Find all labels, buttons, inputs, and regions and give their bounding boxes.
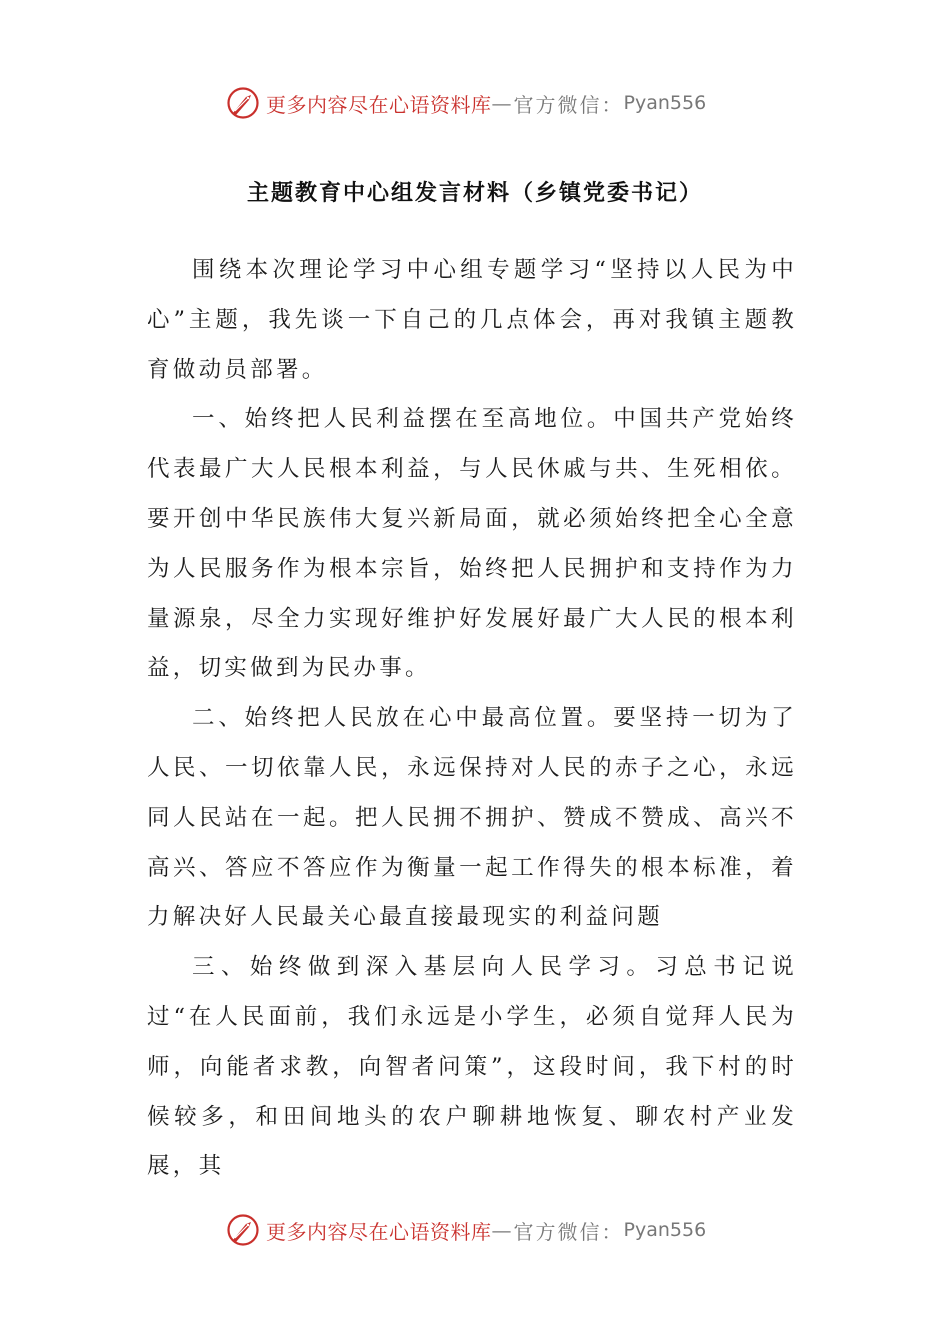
document-body bbox=[147, 246, 797, 1192]
paragraph-point-3: 三、始终做到深入基层向人民学习。习总书记说过“在人民面前，我们永远是小学生，必须自觉拜人民为师，向能者求教，向智者问策”，这段时间，我下村的时候较多，和田间地头的农户聊耕地恢复、聊农村产业发展，其 bbox=[147, 954, 797, 1180]
banner-dash: — bbox=[491, 91, 514, 115]
paragraph-point-2: 二、始终把人民放在心中最高位置。要坚持一切为了人民、一切依靠人民，永远保持对人民的赤子之心，永远同人民站在一起。把人民拥不拥护、赞成不赞成、高兴不高兴、答应不答应作为衡量一起工作得失的根本标准，着力解决好人民最关心最直接最现实的利益问题 bbox=[147, 705, 797, 931]
banner-wechat-label: 官方微信： bbox=[513, 92, 624, 117]
pen-nib-logo-icon bbox=[226, 86, 260, 120]
banner-wechat-label: 官方微信： bbox=[513, 1219, 624, 1244]
banner-slogan: 更多内容尽在心语资料库 bbox=[266, 92, 492, 117]
document-title: 主题教育中心组发言材料（乡镇党委书记） bbox=[246, 181, 703, 206]
paragraph-point-1: 一、始终把人民利益摆在至高地位。中国共产党始终代表最广大人民根本利益，与人民休戚与共、生死相依。要开创中华民族伟大复兴新局面，就必须始终把全心全意为人民服务作为根本宗旨，始终把人民拥护和支持作为力量源泉，尽全力实现好维护好发展好最广大人民的根本利益，切实做到为民办事。 bbox=[147, 406, 797, 682]
paragraph-intro: 围绕本次理论学习中心组专题学习“坚持以人民为中心”主题，我先谈一下自己的几点体会，再对我镇主题教育做动员部署。 bbox=[147, 257, 797, 383]
footer-banner bbox=[226, 1210, 706, 1250]
banner-dash: — bbox=[491, 1218, 514, 1242]
banner-slogan: 更多内容尽在心语资料库 bbox=[266, 1219, 492, 1244]
banner-wechat-id: Pyan556 bbox=[623, 92, 707, 114]
banner-wechat-id: Pyan556 bbox=[623, 1219, 707, 1241]
header-banner bbox=[226, 83, 706, 123]
pen-nib-logo-icon bbox=[226, 1213, 260, 1247]
